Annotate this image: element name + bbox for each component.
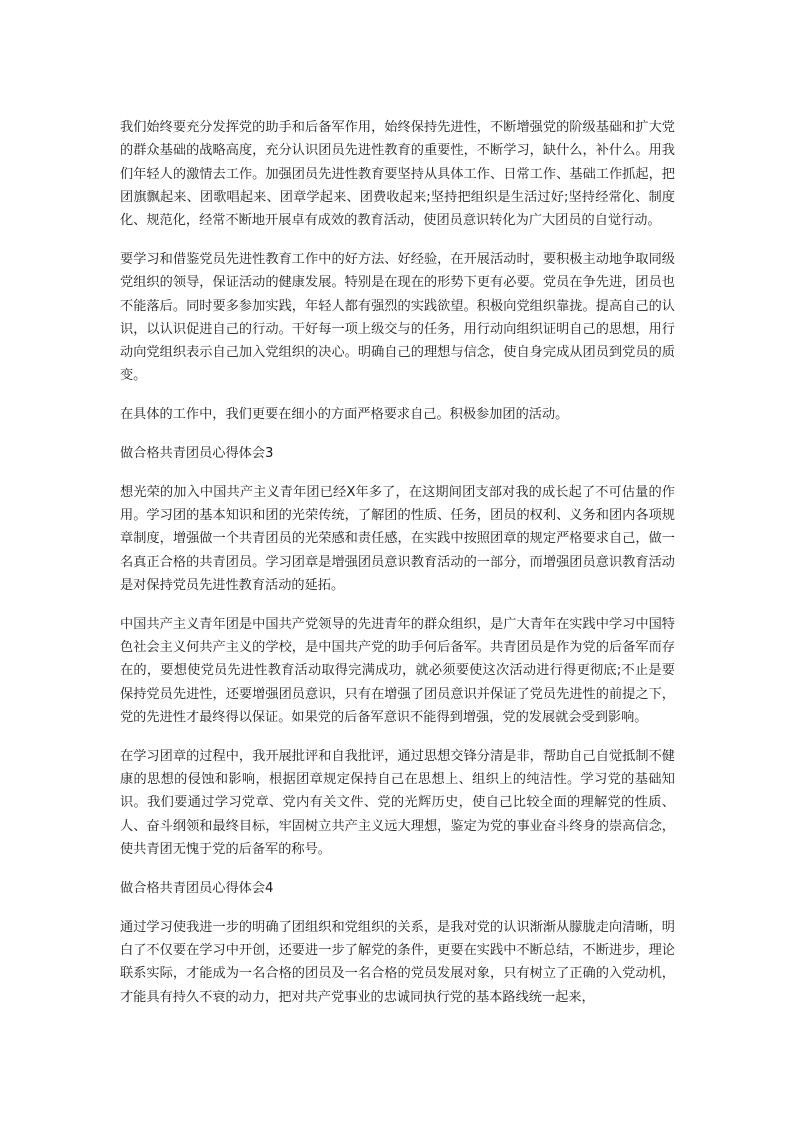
section-heading-4: 做合格共青团员心得体会4 — [120, 880, 274, 896]
paragraph-4: 想光荣的加入中国共产主义青年团已经X年多了，在这期间团支部对我的成长起了不可估量的作用。学习团的基本知识和团的光荣传统，了解团的性质、任务，团员的权利、义务和团内各项规章制度，增强做一个共青团员的光荣感和责任感，在实践中按照团章的规定严格要求自己，做一名真正合格的共青团员。学习团章是增强团员意识教育活动的一部分，而增强团员意识教育活动是对保持党员先进性教育活动的延拓。 — [120, 484, 675, 594]
section-heading-3: 做合格共青团员心得体会3 — [120, 446, 274, 462]
document-page — [120, 116, 675, 1024]
paragraph-3: 在具体的工作中，我们更要在细小的方面严格要求自己。积极参加团的活动。 — [120, 407, 569, 423]
paragraph-2: 要学习和借鉴党员先进性教育工作中的好方法、好经验，在开展活动时，要积极主动地争取同级党组织的领导，保证活动的健康发展。特别是在现在的形势下更有必要。党员在争先进，团员也不能落后。同时要多参加实践，年轻人都有强烈的实践欲望。积极向党组织靠拢。提高自己的认识，以认识促进自己的行动。干好每一项上级交与的任务，用行动向组织证明自己的思想，用行动向党组织表示自己加入党组织的决心。明确自己的理想与信念，使自身完成从团员到党员的质变。 — [120, 251, 675, 384]
paragraph-6: 在学习团章的过程中，我开展批评和自我批评，通过思想交锋分清是非，帮助自己自觉抵制不健康的思想的侵蚀和影响，根据团章规定保持自己在思想上、组织上的纯洁性。学习党的基础知识。我们要通过学习党章、党内有关文件、党的光辉历史，使自己比较全面的理解党的性质、人、奋斗纲领和最终目标，牢固树立共产主义远大理想，鉴定为党的事业奋斗终身的崇高信念，使共青团无愧于党的后备军的称号。 — [120, 748, 675, 858]
paragraph-1: 我们始终要充分发挥党的助手和后备军作用，始终保持先进性，不断增强党的阶级基础和扩大党的群众基础的战略高度，充分认识团员先进性教育的重要性，不断学习，缺什么，补什么。用我们年轻人的激情去工作。加强团员先进性教育要坚持从具体工作、日常工作、基础工作抓起，把团旗飘起来、团歌唱起来、团章学起来、团费收起来;坚持把组织是生活过好;坚持经常化、制度化、规范化，经常不断地开展卓有成效的教育活动，使团员意识转化为广大团员的自觉行动。 — [120, 120, 675, 229]
paragraph-7: 通过学习使我进一步的明确了团组织和党组织的关系，是我对党的认识渐渐从朦胧走向清晰，明白了不仅要在学习中开创，还要进一步了解党的条件，更要在实践中不断总结，不断进步，理论联系实际，才能成为一名合格的团员及一名合格的党员发展对象，只有树立了正确的入党动机，才能具有持久不衰的动力，把对共产党事业的忠诚同执行党的基本路线统一起来， — [120, 919, 675, 1005]
paragraph-5: 中国共产主义青年团是中国共产党领导的先进青年的群众组织，是广大青年在实践中学习中国特色社会主义何共产主义的学校，是中国共产党的助手何后备军。共青团员是作为党的后备军而存在的，要想使党员先进性教育活动取得完满成功，就必须要使这次活动进行得更彻底;不止是要保持党员先进性，还要增强团员意识，只有在增强了团员意识并保证了党员先进性的前提之下，党的先进性才最终得以保证。如果党的后备军意识不能得到增强，党的发展就会受到影响。 — [120, 616, 675, 726]
